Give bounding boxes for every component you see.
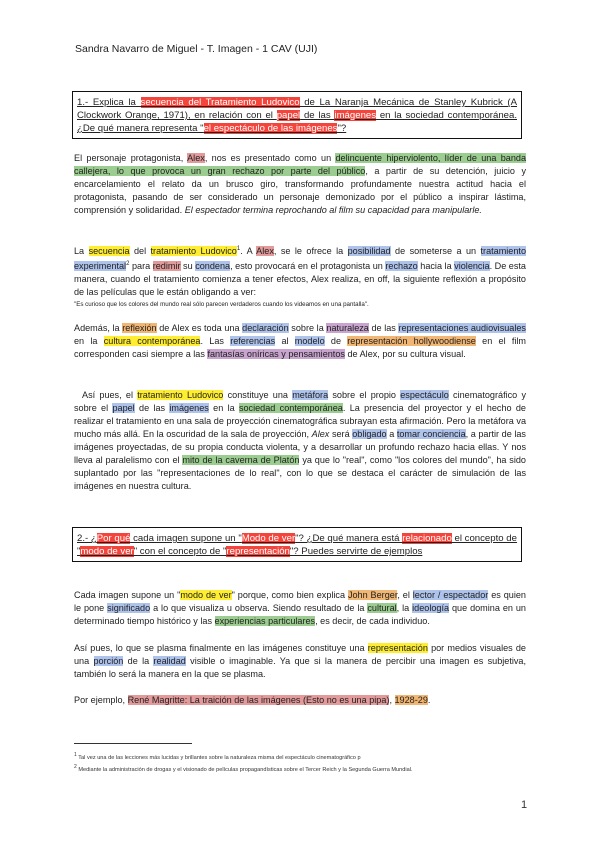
question-2-box xyxy=(72,527,522,562)
footnote-2: $^2$ Mediante la administración de drogas y el visionado de películas propagandísticas sobre el Tercer Reich y la Segunda Guerra Mundial. xyxy=(74,764,413,773)
paragraph-representation: Así pues, lo que se plasma finalmente en las imágenes constituye una representación por medios visuales de una porción de la realidad visible o imaginable. Ya que si la manera de percibir una imagen es subjetiva, también lo será la manera en la que se plasma. xyxy=(74,643,527,679)
page-number: 1 xyxy=(521,799,528,811)
paragraph-metaphor: Así pues, el tratamiento Ludovico constituye una metáfora sobre el propio espectáculo cinematográfico y sobre el papel de las imágenes en la sociedad contemporánea. La presencia del proyector y el hecho de realizar el tratamiento en una sala de proyección cinematográfica subrayan esta afirmación. Pero la metáfora va mucho más allá. En la oscuridad de la sala de proyección, Alex será obligado a tomar conciencia, a partir de las imágenes proyectadas, de su propia conducta violenta, y a desarrollar un profundo rechazo hacia ellas. Y nos lleva al paralelismo con el mito de la caverna de Platón ya que lo "real", como "los colores del mundo", ha sido suplantado por las "representaciones de lo real", con lo que se destaca el carácter de simulación de las imágenes en nuestra cultura. xyxy=(74,390,527,491)
paragraph-mode-of-seeing: Cada imagen supone un "modo de ver" porque, como bien explica John Berger, el lector / espectador es quien le pone significado a lo que visualiza u observa. Siendo resultado de la cultural, la ideología que domina en un determinado tiempo histórico y las experiencias particulares, es decir, de cada individuo. xyxy=(74,590,526,626)
footnote-1: $^1$ Tal vez una de las lecciones más lucidas y brillantes sobre la naturaleza misma del espectáculo cinematográfico p xyxy=(74,752,361,761)
question-1-text: 1.- Explica la secuencia del Tratamiento Ludovico de La Naranja Mecánica de Stanley Kubrick (A Clockwork Orange, 1971), en relación con el papel de las imágenes en la sociedad contemporánea. ¿De qué manera representa "el espectáculo de las imágenes"? xyxy=(77,97,518,134)
paragraph-sequence: La secuencia del tratamiento Ludovico$^1$. A Alex, se le ofrece la posibilidad de someterse a un tratamiento experimental$^2$ para redimir su condena, esto provocará en el protagonista un rechazo hacia la violencia. De esta manera, cuando el tratamiento comienza a tener efectos, Alex realiza, en off, la siguiente reflexión a propósito de las películas que le están obligando a ver: "Es curioso que los colores del mundo real sólo parecen verdaderos cuando los videamos en una pantalla". xyxy=(74,246,527,309)
quote-line: "Es curioso que los colores del mundo real sólo parecen verdaderos cuando los videamos en una pantalla". xyxy=(74,301,369,309)
paragraph-reflection: Además, la reflexión de Alex es toda una declaración sobre la naturaleza de las representaciones audiovisuales en la cultura contemporánea. Las referencias al modelo de representación hollywoodiense en el film corresponden casi siempre a las fantasías oníricas y pensamientos de Alex, por su cultura visual. xyxy=(74,323,526,359)
running-header: Sandra Navarro de Miguel - T. Imagen - 1 CAV (UJI) xyxy=(75,43,318,55)
paragraph-protagonist: El personaje protagonista, Alex, nos es presentado como un delincuente hiperviolento, líder de una banda callejera, lo que provoca un gran rechazo por parte del público, a partir de su detención, juicio y encarcelamiento el relato da un brusco giro, transformando profundamente nuestra actitud hacia el protagonista, pasando de ser considerado un personaje demonizado por el público a inspirar lástima, comprensión y solidaridad. El espectador termina reprochando al film su capacidad para manipularle. xyxy=(74,153,527,215)
paragraph-example: Por ejemplo, René Magritte: La traición de las imágenes (Esto no es una pipa), 1928-29. xyxy=(74,695,431,705)
question-1-box xyxy=(72,91,522,139)
footnote-separator xyxy=(74,743,192,744)
question-2-text: 2.- ¿Por qué cada imagen supone un "Modo de ver"? ¿De qué manera está relacionado el concepto de "modo de ver" con el concepto de "representación"? Puedes servirte de ejemplos xyxy=(77,533,517,557)
